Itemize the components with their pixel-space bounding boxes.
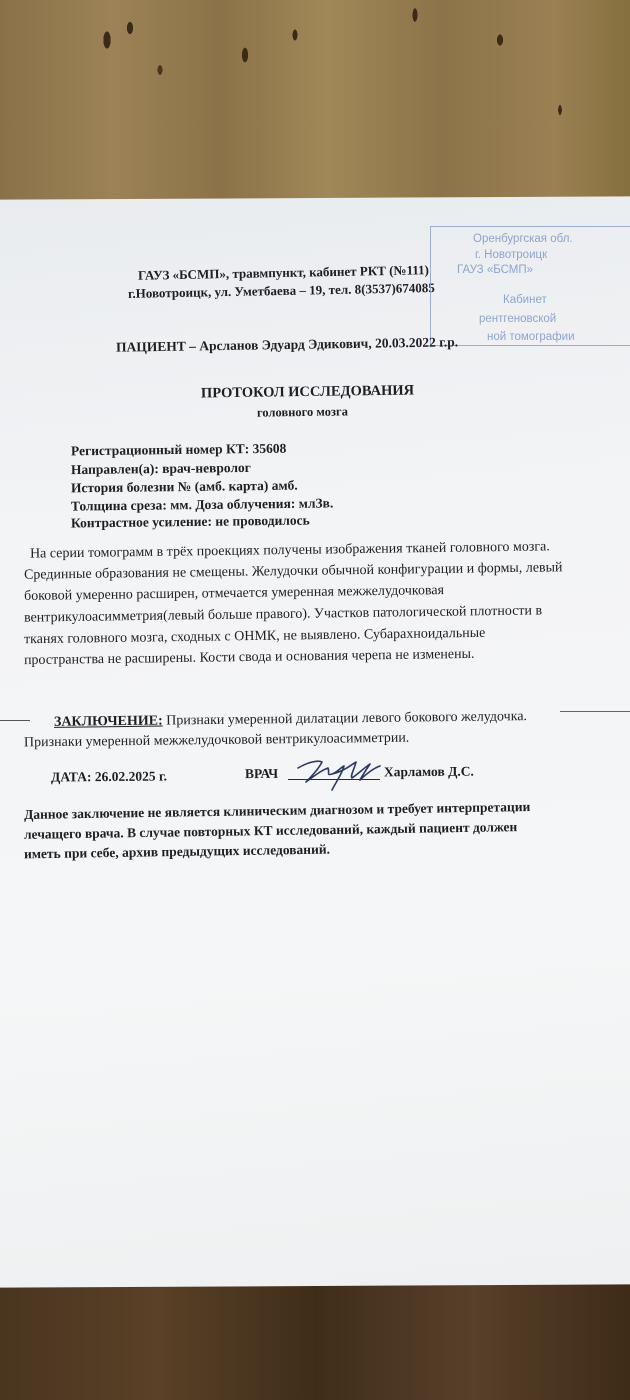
doctor-label: ВРАЧ [244,765,279,782]
divider-right [560,711,630,712]
findings-line: пространства не расширены. Кости свода и основания черепа не изменены. [23,646,475,669]
conclusion-line-2: Признаки умеренной межжелудочковой вентрикулоасимметрии. [23,730,410,751]
findings-line: На серии томограмм в трёх проекциях получены изображения тканей головного мозга. [29,539,550,562]
findings-line: вентрикулоасимметрия(левый больше правого). Участков патологической плотности в [23,603,543,626]
findings-line: боковой умеренно расширен, отмечается умеренная межжелудочковая [23,583,445,604]
stamp-line-org: ГАУЗ «БСМП» [457,264,534,276]
findings-line: тканях головного мозга, сходных с ОНМК, не выявлено. Субарахноидальные [23,625,486,648]
contrast-enhancement: Контрастное усиление: не проводилось [70,512,310,531]
doctor-name: Харламов Д.С. [383,763,474,780]
clinic-name: ГАУЗ «БСМП», травмпункт, кабинет РКТ (№111) [137,262,430,283]
registration-number: Регистрационный номер КТ: 35608 [70,440,287,459]
stamp-line-type: рентгеновской [479,313,557,325]
report-date: ДАТА: 26.02.2025 г. [50,768,167,785]
divider-left [0,720,30,721]
disclaimer-line: лечащего врача. В случае повторных КТ исследований, каждый пациент должен [23,819,518,842]
protocol-title: ПРОТОКОЛ ИССЛЕДОВАНИЯ [200,382,415,402]
conclusion-text: Признаки умеренной дилатации левого бокового желудочка. [162,709,528,729]
protocol-subtitle: головного мозга [256,404,348,420]
disclaimer-line: иметь при себе, архив предыдущих исследований. [23,841,331,862]
clinic-stamp [430,226,630,346]
clinic-address: г.Новотроицк, ул. Уметбаева – 19, тел. 8(3537)674085 [127,280,435,301]
disclaimer-line: Данное заключение не является клиническим диагнозом и требует интерпретации [23,799,531,822]
medical-history: История болезни № (амб. карта) амб. [70,477,298,496]
referred-by: Направлен(а): врач-невролог [70,459,251,478]
stamp-line-city: г. Новотроицк [475,249,548,261]
patient-line: ПАЦИЕНТ – Арсланов Эдуард Эдикович, 20.03.2022 г.р. [115,334,459,355]
stamp-line-tomography: ной томографии [487,331,575,343]
conclusion-label: ЗАКЛЮЧЕНИЕ: [53,713,163,730]
slice-thickness: Толщина среза: мм. Доза облучения: млЗв. [70,495,334,514]
stamp-line-cabinet: Кабинет [503,294,547,306]
doctor-signature [292,752,384,794]
stamp-line-region: Оренбургская обл. [473,233,573,245]
findings-line: Срединные образования не смещены. Желудочки обычной конфигурации и формы, левый [23,560,563,583]
